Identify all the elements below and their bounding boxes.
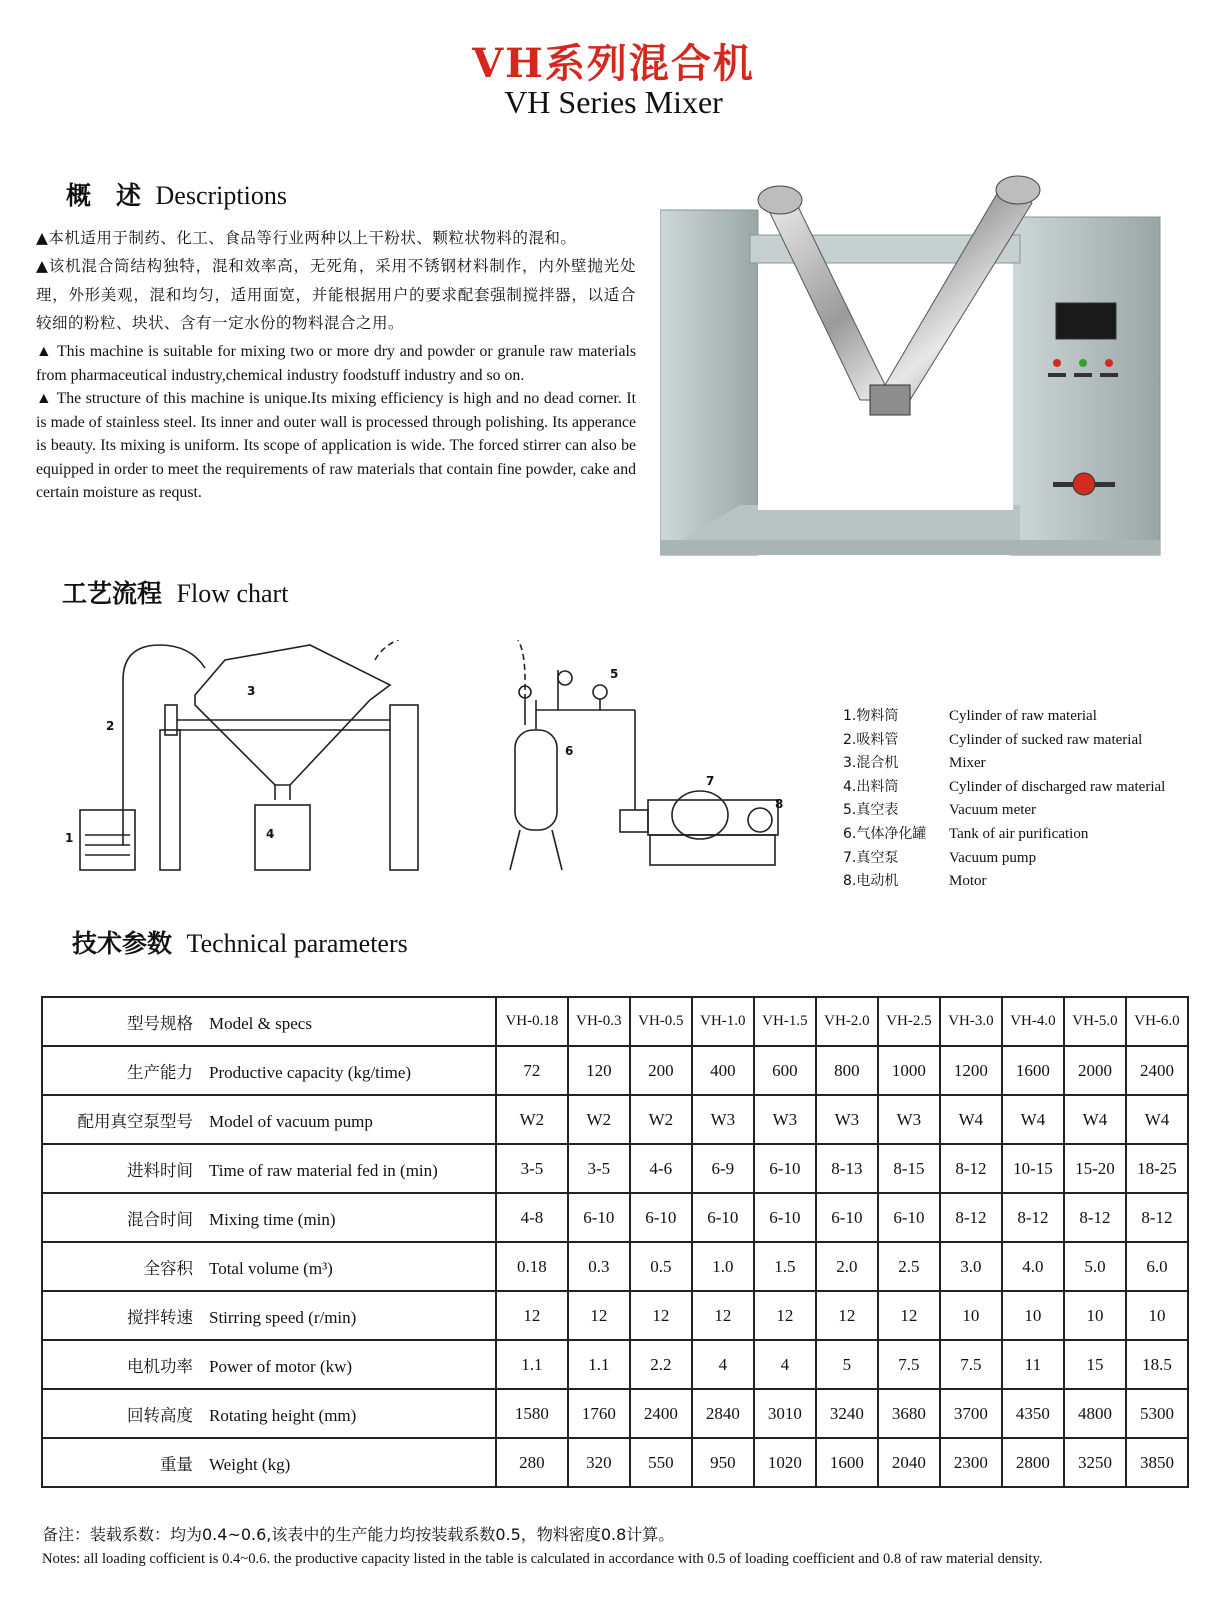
diagram-num: 6 — [565, 744, 574, 758]
table-cell: 1.0 — [692, 1242, 754, 1291]
table-cell: 12 — [816, 1291, 878, 1340]
legend-cn: 2.吸料管 — [843, 731, 899, 748]
table-cell: 18.5 — [1126, 1340, 1188, 1389]
table-cell: VH-0.5 — [630, 997, 692, 1046]
legend-item — [843, 705, 1165, 729]
table-cell: 6-10 — [816, 1193, 878, 1242]
table-cell: 12 — [754, 1291, 816, 1340]
table-cell: 12 — [568, 1291, 630, 1340]
legend-item — [843, 799, 1165, 823]
row-label-en: Productive capacity (kg/time) — [209, 1062, 412, 1082]
diagram-num: 4 — [266, 827, 275, 841]
table-cell: VH-3.0 — [940, 997, 1002, 1046]
table-cell: 7.5 — [878, 1340, 940, 1389]
table-cell: 1600 — [816, 1438, 878, 1487]
table-cell: 12 — [692, 1291, 754, 1340]
table-cell: 3010 — [754, 1389, 816, 1438]
table-cell: 950 — [692, 1438, 754, 1487]
table-cell: 2040 — [878, 1438, 940, 1487]
legend-cn: 6.气体净化罐 — [843, 825, 927, 842]
table-cell: 1.1 — [568, 1340, 630, 1389]
row-label — [42, 1291, 496, 1340]
table-cell: VH-1.0 — [692, 997, 754, 1046]
table-cell: 8-12 — [940, 1193, 1002, 1242]
legend-en: Vacuum meter — [949, 802, 1037, 819]
table-cell: 7.5 — [940, 1340, 1002, 1389]
v-mixer-body — [195, 645, 390, 785]
legend-en: Cylinder of raw material — [949, 708, 1097, 724]
row-label-en: Time of raw material fed in (min) — [209, 1160, 438, 1180]
row-label-en: Model of vacuum pump — [209, 1111, 373, 1131]
legend-en: Motor — [949, 873, 987, 890]
table-cell: 3-5 — [496, 1144, 568, 1193]
legend-item — [843, 752, 1165, 776]
table-cell: VH-5.0 — [1064, 997, 1126, 1046]
row-label-en: Total volume (m³) — [209, 1258, 333, 1278]
table-cell: 5.0 — [1064, 1242, 1126, 1291]
table-cell: 8-12 — [1002, 1193, 1064, 1242]
table-cell: 1000 — [878, 1046, 940, 1095]
descriptions-heading-cn: 概 述 — [66, 181, 142, 210]
row-label — [42, 1340, 496, 1389]
table-cell: 10 — [1002, 1291, 1064, 1340]
table-cell: 8-13 — [816, 1144, 878, 1193]
row-label-cn: 全容积 — [143, 1258, 193, 1278]
table-cell: W2 — [630, 1095, 692, 1144]
table-cell: 0.5 — [630, 1242, 692, 1291]
table-cell: W2 — [568, 1095, 630, 1144]
table-cell: 200 — [630, 1046, 692, 1095]
table-cell: 2.2 — [630, 1340, 692, 1389]
table-cell: W4 — [1002, 1095, 1064, 1144]
table-cell: 4800 — [1064, 1389, 1126, 1438]
table-cell: 8-12 — [1064, 1193, 1126, 1242]
row-label-cn: 重量 — [160, 1454, 193, 1474]
table-cell: 2000 — [1064, 1046, 1126, 1095]
table-cell: VH-6.0 — [1126, 997, 1188, 1046]
legend-item — [843, 776, 1165, 800]
table-cell: 3250 — [1064, 1438, 1126, 1487]
table-cell: 4.0 — [1002, 1242, 1064, 1291]
table-cell: 1.1 — [496, 1340, 568, 1389]
table-cell: W4 — [1126, 1095, 1188, 1144]
table-row — [42, 1389, 1188, 1438]
table-cell: VH-1.5 — [754, 997, 816, 1046]
table-cell: 2840 — [692, 1389, 754, 1438]
table-cell: 4-6 — [630, 1144, 692, 1193]
table-cell: 2.5 — [878, 1242, 940, 1291]
table-cell: 1020 — [754, 1438, 816, 1487]
table-row — [42, 1291, 1188, 1340]
table-cell: 6-10 — [878, 1193, 940, 1242]
table-cell: W3 — [754, 1095, 816, 1144]
table-cell: 8-15 — [878, 1144, 940, 1193]
row-label-cn: 混合时间 — [127, 1209, 193, 1229]
table-cell: W3 — [692, 1095, 754, 1144]
diagram-num: 2 — [106, 719, 115, 733]
table-row — [42, 1144, 1188, 1193]
legend-cn: 7.真空泵 — [843, 849, 899, 866]
flow-chart-legend — [843, 705, 1165, 894]
legend-cn: 4.出料筒 — [843, 778, 899, 795]
table-cell: 1.5 — [754, 1242, 816, 1291]
table-cell: 1580 — [496, 1389, 568, 1438]
diagram-num: 1 — [65, 831, 74, 845]
technical-heading — [72, 924, 408, 960]
table-cell: 4-8 — [496, 1193, 568, 1242]
table-cell: 2300 — [940, 1438, 1002, 1487]
row-label — [42, 1095, 496, 1144]
legend-cn: 1.物料筒 — [843, 708, 899, 724]
table-cell: 2800 — [1002, 1438, 1064, 1487]
note-en: Notes: all loading cofficient is 0.4~0.6. the productive capacity listed in the table is calculated in accordance with 0.5 of loading coefficient and 0.8 of raw material density. — [42, 1551, 1043, 1567]
page-title-cn: VH系列混合机 — [472, 40, 755, 87]
table-cell: 6-9 — [692, 1144, 754, 1193]
table-cell: 1760 — [568, 1389, 630, 1438]
table-row — [42, 1046, 1188, 1095]
table-cell: 10 — [1064, 1291, 1126, 1340]
table-cell: 1600 — [1002, 1046, 1064, 1095]
descriptions-heading-en: Descriptions — [155, 181, 287, 210]
row-label — [42, 1438, 496, 1487]
legend-en: Cylinder of discharged raw material — [949, 778, 1166, 795]
row-label-en: Power of motor (kw) — [209, 1356, 353, 1376]
table-cell: 0.18 — [496, 1242, 568, 1291]
diagram-num: 7 — [706, 774, 715, 788]
air-purification-tank — [515, 730, 557, 830]
table-cell: VH-4.0 — [1002, 997, 1064, 1046]
table-cell: 12 — [878, 1291, 940, 1340]
row-label-cn: 电机功率 — [127, 1356, 193, 1376]
motor — [748, 808, 772, 832]
table-cell: W4 — [940, 1095, 1002, 1144]
table-cell: 8-12 — [940, 1144, 1002, 1193]
table-row — [42, 1193, 1188, 1242]
table-cell: 6-10 — [630, 1193, 692, 1242]
flow-chart-heading-cn: 工艺流程 — [62, 579, 163, 608]
table-cell: 3240 — [816, 1389, 878, 1438]
table-cell: 1200 — [940, 1046, 1002, 1095]
table-cell: W4 — [1064, 1095, 1126, 1144]
page-title-en: VH Series Mixer — [504, 84, 723, 120]
table-cell: W3 — [816, 1095, 878, 1144]
row-label-cn: 配用真空泵型号 — [77, 1111, 193, 1131]
legend-en: Tank of air purification — [949, 825, 1089, 842]
table-cell: 15-20 — [1064, 1144, 1126, 1193]
row-label-en: Stirring speed (r/min) — [209, 1307, 357, 1327]
row-label — [42, 1193, 496, 1242]
desc-en-paragraph: ▲ The structure of this machine is unique.Its mixing efficiency is high and no dead corner. It is made of stainless steel. Its inner and outer wall is processed through polishing. Its apperance is beauty. Its mixing is uniform. Its scope of application is wide. The forced stirrer can also be equipped in order to meet the requirements of raw materials that contain fine powder, cake and certain moisture as requst. — [36, 390, 636, 502]
row-label — [42, 1144, 496, 1193]
table-cell: VH-0.3 — [568, 997, 630, 1046]
table-row — [42, 1242, 1188, 1291]
table-cell: 280 — [496, 1438, 568, 1487]
row-label-cn: 型号规格 — [127, 1013, 193, 1033]
table-cell: 2400 — [630, 1389, 692, 1438]
row-label-en: Weight (kg) — [209, 1454, 291, 1474]
desc-en-paragraph: ▲ This machine is suitable for mixing two or more dry and powder or granule raw materials from pharmaceutical industry,chemical industry foodstuff industry and so on. — [36, 343, 636, 384]
legend-item — [843, 870, 1165, 894]
table-cell: 600 — [754, 1046, 816, 1095]
table-cell: 2400 — [1126, 1046, 1188, 1095]
table-cell: 400 — [692, 1046, 754, 1095]
table-cell: 10 — [940, 1291, 1002, 1340]
technical-parameters-table — [41, 996, 1189, 1488]
table-cell: W3 — [878, 1095, 940, 1144]
table-cell: 320 — [568, 1438, 630, 1487]
flow-chart-heading-en: Flow chart — [176, 579, 289, 608]
vacuum-pump — [672, 791, 728, 839]
technical-heading-en: Technical parameters — [186, 929, 408, 958]
table-cell: 5300 — [1126, 1389, 1188, 1438]
table-cell: 10 — [1126, 1291, 1188, 1340]
table-cell: 3.0 — [940, 1242, 1002, 1291]
desc-cn-paragraph: ▲该机混合筒结构独特，混和效率高，无死角，采用不锈钢材料制作，内外壁抛光处理，外形美观，混和均匀，适用面宽，并能根据用户的要求配套强制搅拌器，以适合较细的粉粒、块状、含有一定水份的物料混合之用。 — [36, 257, 636, 332]
table-cell: VH-2.5 — [878, 997, 940, 1046]
technical-heading-cn: 技术参数 — [72, 929, 173, 958]
table-cell: W2 — [496, 1095, 568, 1144]
table-cell: 12 — [630, 1291, 692, 1340]
discharge-cylinder — [255, 805, 310, 870]
table-cell: 4 — [754, 1340, 816, 1389]
table-cell: 12 — [496, 1291, 568, 1340]
row-label-cn: 搅拌转速 — [127, 1307, 193, 1327]
diagram-num: 3 — [247, 684, 256, 698]
table-cell: 4350 — [1002, 1389, 1064, 1438]
legend-cn: 8.电动机 — [843, 873, 899, 890]
table-row — [42, 997, 1188, 1046]
note-cn: 备注：装载系数：均为0.4~0.6,该表中的生产能力均按装载系数0.5，物料密度0.8计算。 — [42, 1525, 675, 1544]
mixer-photo — [660, 155, 1170, 575]
table-cell: 3850 — [1126, 1438, 1188, 1487]
flow-chart-diagram — [60, 640, 820, 900]
legend-cn: 3.混合机 — [843, 755, 899, 772]
table-cell: 11 — [1002, 1340, 1064, 1389]
table-cell: 6-10 — [692, 1193, 754, 1242]
legend-en: Mixer — [949, 755, 986, 772]
table-cell: 550 — [630, 1438, 692, 1487]
table-cell: 2.0 — [816, 1242, 878, 1291]
diagram-num: 5 — [610, 667, 619, 681]
row-label-cn: 生产能力 — [127, 1062, 193, 1082]
table-cell: 6.0 — [1126, 1242, 1188, 1291]
row-label — [42, 1242, 496, 1291]
legend-cn: 5.真空表 — [843, 802, 899, 819]
table-cell: 0.3 — [568, 1242, 630, 1291]
row-label — [42, 1046, 496, 1095]
row-label — [42, 997, 496, 1046]
table-cell: 800 — [816, 1046, 878, 1095]
table-cell: 3680 — [878, 1389, 940, 1438]
row-label — [42, 1389, 496, 1438]
table-cell: 18-25 — [1126, 1144, 1188, 1193]
descriptions-text — [36, 224, 636, 505]
raw-material-cylinder — [80, 810, 135, 870]
descriptions-heading — [66, 176, 287, 212]
row-label-en: Rotating height (mm) — [209, 1405, 357, 1425]
table-cell: VH-2.0 — [816, 997, 878, 1046]
table-cell: 10-15 — [1002, 1144, 1064, 1193]
table-cell: 3-5 — [568, 1144, 630, 1193]
legend-item — [843, 729, 1165, 753]
table-cell: 6-10 — [754, 1193, 816, 1242]
legend-en: Cylinder of sucked raw material — [949, 731, 1143, 748]
table-cell: 120 — [568, 1046, 630, 1095]
table-cell: VH-0.18 — [496, 997, 568, 1046]
flow-chart-heading — [62, 574, 288, 610]
table-cell: 6-10 — [754, 1144, 816, 1193]
table-row — [42, 1438, 1188, 1487]
row-label-en: Mixing time (min) — [209, 1209, 336, 1229]
legend-item — [843, 823, 1165, 847]
table-cell: 72 — [496, 1046, 568, 1095]
table-cell: 8-12 — [1126, 1193, 1188, 1242]
table-row — [42, 1340, 1188, 1389]
legend-en: Vacuum pump — [949, 849, 1037, 866]
row-label-cn: 回转高度 — [127, 1405, 193, 1425]
row-label-en: Model & specs — [209, 1013, 312, 1033]
diagram-num: 8 — [775, 797, 784, 811]
desc-cn-paragraph: ▲本机适用于制药、化工、食品等行业两种以上干粉状、颗粒状物料的混和。 — [36, 229, 577, 247]
table-cell: 4 — [692, 1340, 754, 1389]
table-cell: 15 — [1064, 1340, 1126, 1389]
table-cell: 5 — [816, 1340, 878, 1389]
row-label-cn: 进料时间 — [127, 1160, 193, 1180]
table-row — [42, 1095, 1188, 1144]
table-cell: 3700 — [940, 1389, 1002, 1438]
table-cell: 6-10 — [568, 1193, 630, 1242]
legend-item — [843, 847, 1165, 871]
